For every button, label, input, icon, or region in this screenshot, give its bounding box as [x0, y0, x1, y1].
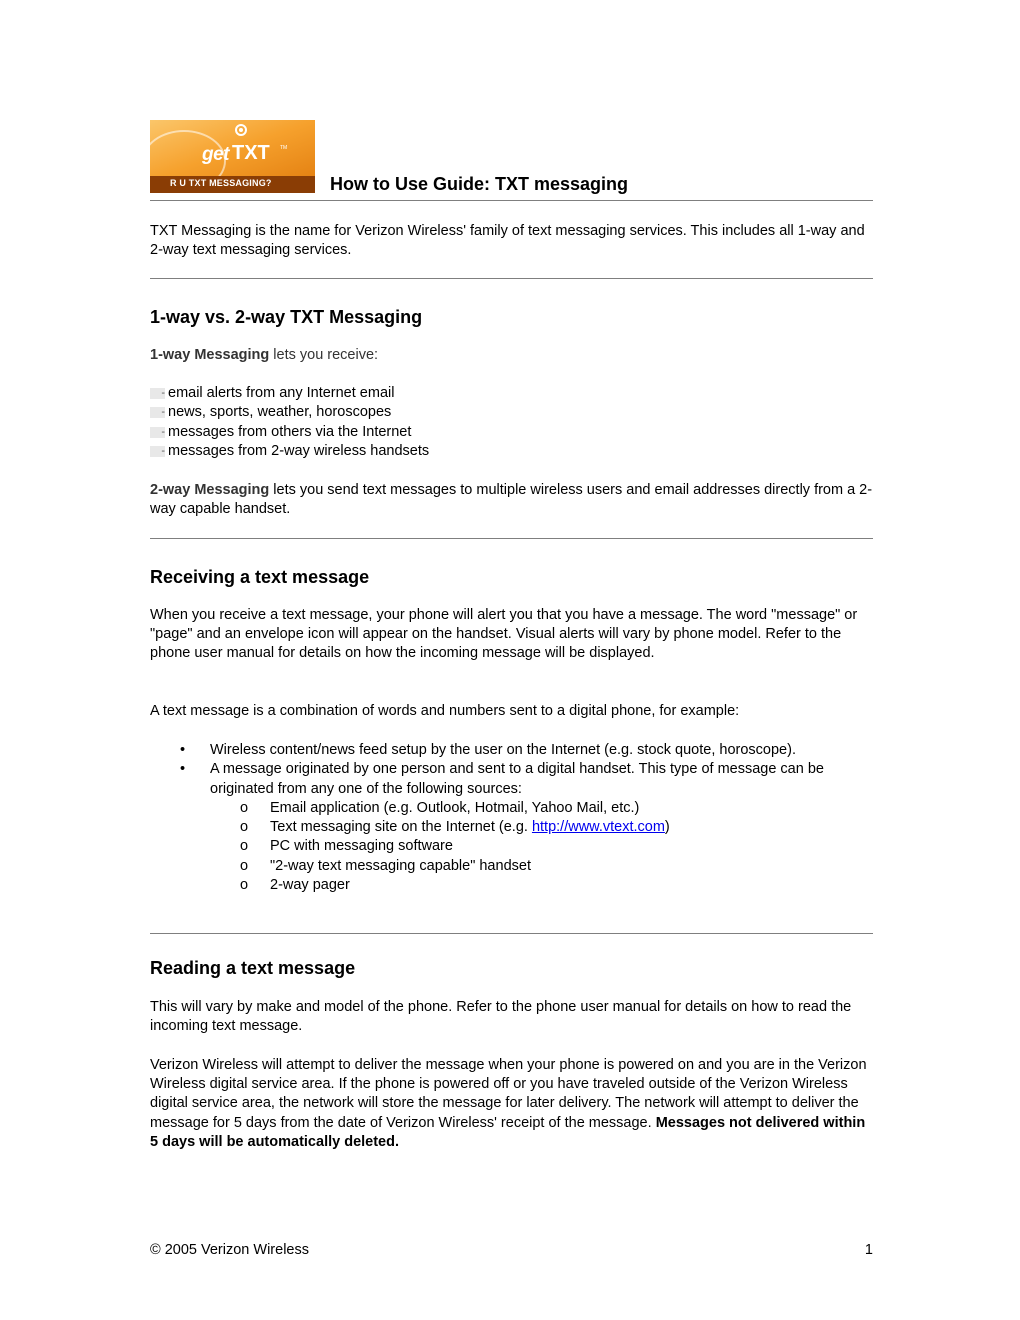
circle-bullet-icon: o: [240, 877, 249, 894]
list-item: o PC with messaging software: [150, 837, 873, 856]
page-title: How to Use Guide: TXT messaging: [330, 174, 629, 194]
signal-dot-icon: [239, 128, 243, 132]
bullet-icon: •: [180, 761, 186, 778]
twoway-label: 2-way Messaging: [150, 482, 270, 498]
oneway-label: 1-way Messaging: [150, 347, 270, 363]
list-item: • Wireless content/news feed setup by the user on the Internet (e.g. stock quote, horoscope).: [150, 741, 873, 760]
receiving-paragraph-2: A text message is a combination of words and numbers sent to a digital phone, for example:: [150, 703, 740, 719]
list-item: • A message originated by one person and sent to a digital handset. This type of message can be originated from any one of the following sources: o Email application (e.g. Outlook, Hotmail, Yahoo Mail, etc.) o Text messaging site on the Internet (e.g. http://www.vtext.com) o PC with messaging software o "2-way text messaging capable" handset o 2-way pager: [150, 760, 873, 895]
source-list: [210, 799, 873, 895]
dash-icon: -: [150, 427, 165, 438]
section-heading-receiving: Receiving a text message: [150, 567, 370, 587]
twoway-rest: lets you send text messages to multiple wireless users and email addresses directly from a 2-way capable handset.: [150, 482, 873, 518]
circle-bullet-icon: o: [240, 799, 249, 816]
twoway-paragraph: [150, 481, 873, 519]
example-list: [150, 741, 873, 895]
intro-paragraph: TXT Messaging is the name for Verizon Wireless' family of text messaging services. This includes all 1-way and 2-way text messaging services.: [150, 223, 865, 259]
dash-icon: -: [150, 388, 165, 399]
logo-tagline: R U TXT MESSAGING?: [170, 178, 272, 188]
footer-copyright: © 2005 Verizon Wireless: [150, 1242, 309, 1258]
section-heading-1way-2way: 1-way vs. 2-way TXT Messaging: [150, 307, 423, 327]
title-divider: [150, 200, 873, 201]
reading-paragraph-1: This will vary by make and model of the phone. Refer to the phone user manual for details on how to read the incoming text message.: [150, 999, 852, 1035]
list-item: - messages from others via the Internet: [150, 423, 429, 442]
list-item: o Email application (e.g. Outlook, Hotmail, Yahoo Mail, etc.): [150, 799, 873, 818]
page-number: 1: [864, 1242, 873, 1258]
gettxt-logo: [150, 120, 315, 193]
list-item: - email alerts from any Internet email: [150, 384, 429, 403]
section-divider: [150, 538, 873, 539]
section-divider: [150, 933, 873, 934]
oneway-rest: lets you receive:: [269, 347, 379, 363]
list-item: o "2-way text messaging capable" handset: [150, 857, 873, 876]
logo-txt-text: TXT: [232, 142, 270, 164]
bullet-icon: •: [180, 742, 186, 758]
receiving-paragraph-1: When you receive a text message, your phone will alert you that you have a message. The word "message" or "page" and an envelope icon will appear on the handset. Visual alerts will vary by phone model. Refer to the phone user manual for details on how the incoming message will be displayed.: [150, 607, 858, 662]
oneway-intro: [150, 346, 873, 365]
section-heading-reading: Reading a text message: [150, 958, 356, 978]
oneway-list: [150, 384, 429, 461]
section-divider: [150, 278, 873, 279]
circle-bullet-icon: o: [240, 819, 249, 836]
dash-icon: -: [150, 446, 165, 457]
logo-get-text: get: [202, 144, 229, 165]
circle-bullet-icon: o: [240, 838, 249, 855]
list-item: - messages from 2-way wireless handsets: [150, 442, 429, 461]
circle-bullet-icon: o: [240, 857, 249, 874]
list-item: o Text messaging site on the Internet (e.g. http://www.vtext.com): [150, 818, 873, 837]
reading-paragraph-2: Verizon Wireless will attempt to deliver the message when your phone is powered on and you are in the Verizon Wireless digital service area. If the phone is powered off or you have traveled outside of the Verizon Wireless digital service area, the network will store the message for later delivery. The network will attempt to deliver the message for 5 days from the date of Verizon Wireless' receipt of the message. Messages not delivered within 5 days will be automatically deleted.: [150, 1057, 867, 1150]
list-item: - news, sports, weather, horoscopes: [150, 403, 429, 422]
list-item: o 2-way pager: [150, 876, 873, 895]
logo-trademark: TM: [280, 145, 288, 151]
vtext-link[interactable]: http://www.vtext.com: [531, 819, 665, 836]
deletion-warning: Messages not delivered within 5 days will be automatically deleted.: [150, 1114, 866, 1150]
document-page: [150, 0, 873, 1320]
dash-icon: -: [150, 407, 165, 418]
